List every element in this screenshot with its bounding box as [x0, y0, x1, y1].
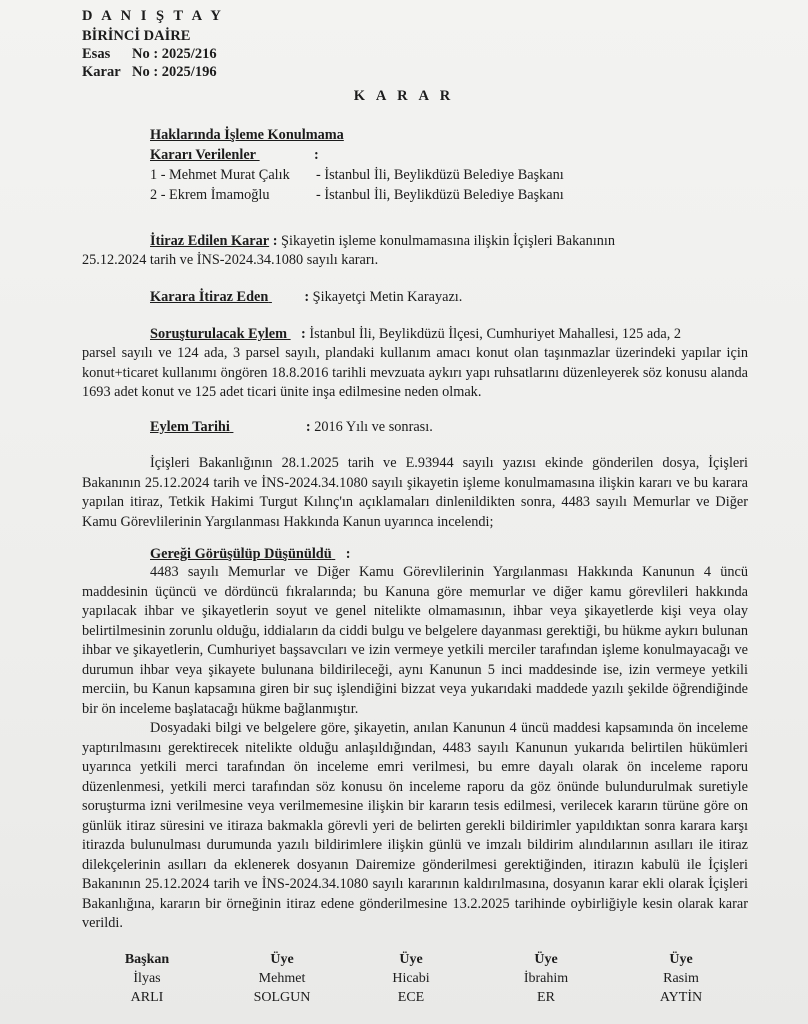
signature-block — [626, 950, 736, 1007]
objector-label: Karara İtiraz Eden — [150, 289, 269, 305]
deliberation-paragraph-2: Dosyadaki bilgi ve belgelere göre, şikayetin, anılan Kanunun 4 üncü maddesi kapsamında ön inceleme yaptırılmasını gerektirecek nitelikte olduğu anlaşıldığından, 4483 sayılı Kanunun yukarıda belirtilen hükümleri uyarınca yetkili merci tarafından ön inceleme emri verilmesi, bu emre dayalı olarak ön inceleme raporu düzenlenmesi, yetkili merci tarafından söz konusu ön inceleme raporu da göz önünde bulundurulmak suretiyle soruşturma izni verilmesine veya verilmemesine ilişkin bir kararın tesis edilmesi, verilecek kararın türüne göre on günlük itiraz süresini ve itiraza bakmakla görevli yeri de belirten gerekli bildirimler yapıldıktan sonra karara karşı itirazda bulunulması durumunda yazılı bildirimlere ilişkin günlü ve imzalı bildirim alındılarının asılları ile itiraz dilekçelerinin asılları da eklenerek dosyanın Dairemize gönderilmesi gerektiğinden, itirazın kabulü ile İçişleri Bakanının 25.12.2024 tarih ve İNS-2024.34.1080 sayılı kararının kaldırılmasına, dosyanın karar ekli olarak İçişleri Bakanlığına, kararın bir örneğinin itiraz edene gönderilmesine 13.2.2025 tarihinde oybirliğiyle kesin olarak karar verildi. — [82, 720, 748, 931]
case-number-label: Esas — [82, 46, 111, 62]
signature-role: Başkan — [124, 952, 170, 967]
recipients-label-line1: Haklarında İşleme Konulmama — [150, 127, 344, 143]
decision-number — [82, 64, 217, 81]
signature-last-name: ECE — [397, 990, 425, 1005]
objector-label-underline — [268, 288, 304, 307]
signature-first-name: İlyas — [133, 971, 161, 986]
act-date-colon: : — [305, 419, 311, 435]
signature-role: Üye — [270, 952, 294, 967]
objector-colon: : — [304, 289, 310, 305]
objector-line — [150, 288, 462, 307]
act-colon: : — [301, 326, 306, 342]
deliberation-heading — [150, 545, 350, 564]
signature-last-name: SOLGUN — [253, 990, 311, 1005]
signature-role: Üye — [669, 952, 693, 967]
signature-first-name: Hicabi — [392, 971, 430, 986]
act-text1: İstanbul İli, Beylikdüzü İlçesi, Cumhuriyet Mahallesi, 125 ada, 2 — [309, 326, 682, 342]
case-number — [82, 46, 217, 63]
signature-role: Üye — [399, 952, 423, 967]
recipient-2-name: 2 - Ekrem İmamoğlu — [150, 187, 270, 203]
signature-last-name: ARLI — [130, 990, 164, 1005]
document-title: K A R A R — [353, 88, 455, 104]
decision-number-value: No : 2025/196 — [132, 64, 217, 80]
act-text-rest: parsel sayılı ve 124 ada, 3 parsel sayılı, plandaki kullanım amacı konut olan taşınmazlar üzerindeki yapılar için konut+ticaret kullanımı öngören 18.8.2016 tarihli mevzuata aykırı yapı ruhsatlarını düzenleyerek söz konusu alanda 1693 adet konut ve 125 adet ticari ünite inşa edilmesine neden olmak. — [82, 345, 748, 400]
recipients-label-line2 — [150, 146, 319, 165]
objector-text: Şikayetçi Metin Karayazı. — [312, 289, 463, 305]
recipients-colon: : — [314, 147, 319, 163]
deliberation-label-underline — [332, 545, 346, 564]
recipients-label-text: Kararı Verilenler — [150, 147, 257, 163]
signature-block — [491, 950, 601, 1007]
chamber-name: BİRİNCİ DAİRE — [82, 28, 191, 44]
act-line1 — [150, 325, 681, 344]
objected-decision-text2: 25.12.2024 tarih ve İNS-2024.34.1080 sayılı kararı. — [82, 252, 379, 268]
signature-block — [227, 950, 337, 1007]
signature-last-name: ER — [537, 990, 555, 1005]
deliberation-label: Gereği Görüşülüp Düşünüldü — [150, 546, 332, 562]
act-label: Soruşturulacak Eylem — [150, 326, 288, 342]
signature-last-name: AYTİN — [659, 990, 703, 1005]
act-date-label-underline — [230, 418, 306, 437]
deliberation-colon: : — [345, 546, 351, 562]
signature-first-name: Rasim — [663, 971, 699, 986]
signature-first-name: İbrahim — [523, 971, 569, 986]
recipient-1-office: - İstanbul İli, Beylikdüzü Belediye Başkanı — [316, 167, 564, 183]
signature-block — [92, 950, 202, 1007]
deliberation-paragraph-1: 4483 sayılı Memurlar ve Diğer Kamu Görevlilerinin Yargılanması Hakkında Kanunun 4 üncü maddesinin üçüncü ve dördüncü fıkralarında; bu Kanuna göre memurlar ve diğer kamu görevlileri hakkında yapılacak ihbar ve şikayetlerin soyut ve genel nitelikte olmamasının, ihbar veya şikayetlerde kişi veya olay belirtilmesinin zorunlu olduğu, iddiaların da ciddi bulgu ve belgelere dayanması gerektiği, bu hükme aykırı bulunan ihbar ve şikayetlerin, Cumhuriyet başsavcıları ve izin vermeye yetkili merciler tarafından işleme konulmayacağı ve durumun ihbar veya şikayete bulunana bildirileceği, aynı Kanunun 5 inci maddesinde ise, izin vermeye yetkili merciin, bu Kanun kapsamına giren bir suç işlendiğini bizzat veya yukarıdaki maddede yazılı şekilde öğrendiğinde bir ön inceleme başlatacağı hükme bağlanmıştır. — [82, 564, 748, 717]
case-number-value: No : 2025/216 — [132, 46, 217, 62]
signature-first-name: Mehmet — [258, 971, 306, 986]
signature-block — [356, 950, 466, 1007]
recipients-label-underline — [256, 146, 314, 165]
act-date-text: 2016 Yılı ve sonrası. — [314, 419, 433, 435]
objected-decision-colon: : — [272, 233, 278, 249]
signature-role: Üye — [534, 952, 558, 967]
objected-decision-label: İtiraz Edilen Karar — [150, 233, 270, 249]
act-date-line — [150, 418, 433, 437]
decision-number-label: Karar — [82, 64, 121, 80]
court-name: D A N I Ş T A Y — [82, 8, 224, 24]
act-date-label: Eylem Tarihi — [150, 419, 230, 435]
intro-paragraph: İçişleri Bakanlığının 28.1.2025 tarih ve E.93944 sayılı yazısı ekinde gönderilen dosya, İçişleri Bakanının 25.12.2024 tarih ve İNS-2024.34.1080 sayılı şikayetin işleme konulmamasına ilişkin kararı ve bu karara yapılan itiraz, Tetkik Hakimi Turgut Kılınç'ın açıklamaları dinlenildikten sonra, 4483 sayılı Memurlar ve Diğer Kamu Görevlilerinin Yargılanması Hakkında Kanun uyarınca incelendi; — [82, 455, 748, 530]
recipient-2-office: - İstanbul İli, Beylikdüzü Belediye Başkanı — [316, 187, 564, 203]
act-label-underline — [287, 325, 301, 344]
recipient-1-name: 1 - Mehmet Murat Çalık — [150, 167, 290, 183]
objected-decision-line1 — [150, 232, 615, 251]
objected-decision-text1: Şikayetin işleme konulmamasına ilişkin İçişleri Bakanının — [281, 233, 615, 249]
